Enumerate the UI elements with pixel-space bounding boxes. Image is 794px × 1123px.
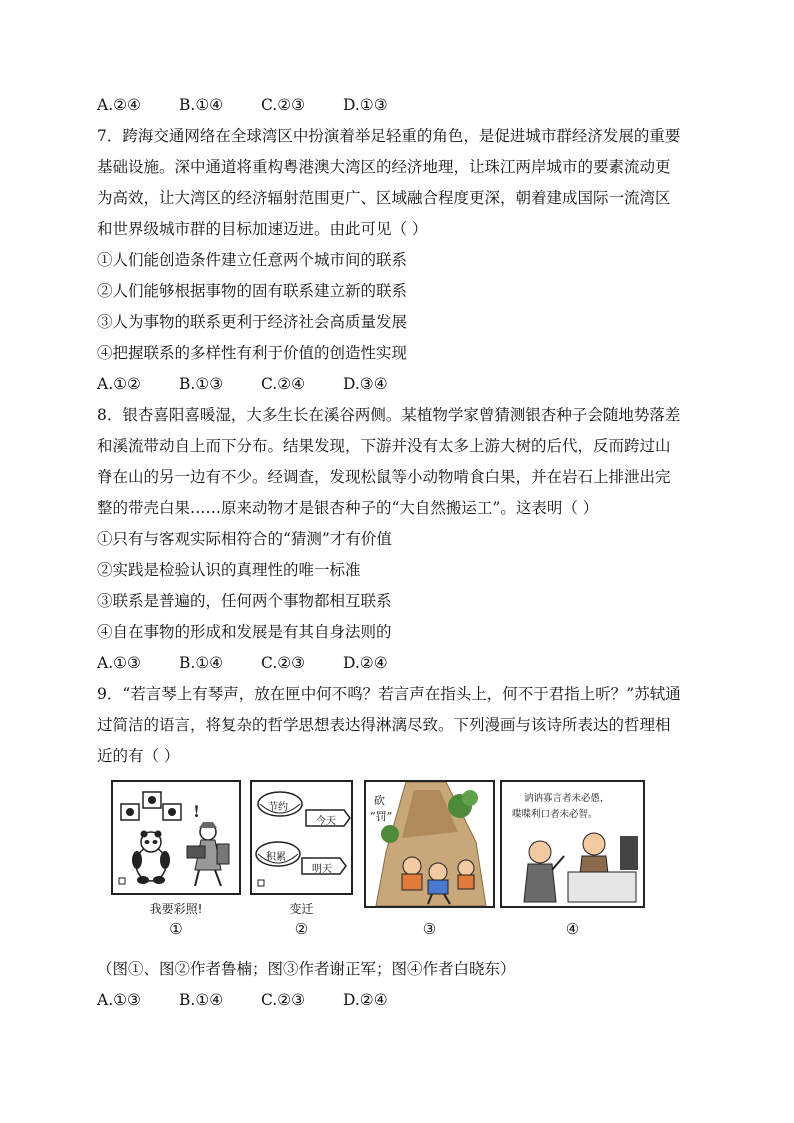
q8-item-3: ③联系是普遍的，任何两个事物都相互联系 xyxy=(97,592,392,610)
q8-option-c[interactable]: C.②③ xyxy=(261,654,306,672)
q6-option-b[interactable]: B.①④ xyxy=(179,96,224,114)
q7-option-a[interactable]: A.①② xyxy=(97,375,141,393)
exam-page xyxy=(97,90,697,1016)
q8-option-a[interactable]: A.①③ xyxy=(97,654,141,672)
svg-text:!: ! xyxy=(193,802,201,821)
cartoon-2-label-jintian: 今天 xyxy=(316,816,336,827)
q7-stem-line: 为高效，让大湾区的经济辐射范围更广、区域融合程度更深，朝着建成国际一流湾区 xyxy=(97,189,671,207)
cartoon-strip xyxy=(97,780,697,950)
cartoon-2-label-jilei: 积累 xyxy=(266,852,286,863)
cartoon-1 xyxy=(111,780,241,938)
q6-option-a[interactable]: A.②④ xyxy=(97,96,141,114)
cartoon-2-drawing xyxy=(252,782,351,893)
q9-option-b[interactable]: B.①④ xyxy=(179,991,224,1009)
cartoon-3-number: ③ xyxy=(422,920,437,938)
q9-stem-line: 过简洁的语言，将复杂的哲学思想表达得淋漓尽致。下列漫画与该诗所表达的哲理相 xyxy=(97,716,671,734)
question-8 xyxy=(97,400,697,679)
cartoon-2-label-jieyue: 节约 xyxy=(268,802,288,813)
q7-item-4: ④把握联系的多样性有利于价值的创造性实现 xyxy=(97,344,408,362)
q8-stem-line: 脊在山的另一边有不少。经调查，发现松鼠等小动物啃食白果，并在岩石上排泄出完 xyxy=(97,468,671,486)
q8-stem-line: 和溪流带动自上而下分布。结果发现，下游并没有太多上游大树的后代，反而跨过山 xyxy=(97,437,671,455)
q8-option-d[interactable]: D.②④ xyxy=(343,654,388,672)
q6-option-d[interactable]: D.①③ xyxy=(343,96,388,114)
cartoon-4-drawing xyxy=(502,782,643,906)
cartoon-3-panel xyxy=(364,780,495,908)
q8-options xyxy=(97,648,697,679)
cartoon-4-panel xyxy=(500,780,645,908)
q8-item-1: ①只有与客观实际相符合的“猜测”才有价值 xyxy=(97,530,392,548)
q6-options xyxy=(97,90,697,121)
cartoon-4-number: ④ xyxy=(565,920,580,938)
q8-stem-line: 8．银杏喜阳喜暖湿，大多生长在溪谷两侧。某植物学家曾猜测银杏种子会随地势落差 xyxy=(97,406,681,424)
q7-stem-line: 和世界级城市群的目标加速迈进。由此可见（ ） xyxy=(97,220,428,238)
cartoon-4 xyxy=(500,780,645,938)
q8-item-2: ②实践是检验认识的真理性的唯一标准 xyxy=(97,561,361,579)
q9-option-a[interactable]: A.①③ xyxy=(97,991,141,1009)
q7-stem-line: 基础设施。深中通道将重构粤港澳大湾区的经济地理，让珠江两岸城市的要素流动更 xyxy=(97,158,671,176)
q7-item-2: ②人们能够根据事物的固有联系建立新的联系 xyxy=(97,282,408,300)
cartoon-1-caption: 我要彩照! xyxy=(149,902,203,916)
q9-stem-line: 近的有（ ） xyxy=(97,747,180,765)
cartoon-1-drawing xyxy=(113,782,239,893)
question-7 xyxy=(97,121,697,400)
cartoon-1-panel xyxy=(111,780,241,895)
q6-option-c[interactable]: C.②③ xyxy=(261,96,306,114)
q7-option-c[interactable]: C.②④ xyxy=(261,375,306,393)
q9-option-c[interactable]: C.②③ xyxy=(261,991,306,1009)
q9-stem-line: 9．“若言琴上有琴声，放在匣中何不鸣？若言声在指头上，何不于君指上听？”苏轼通 xyxy=(97,685,681,703)
cartoon-1-number: ① xyxy=(169,920,183,938)
q7-option-b[interactable]: B.①③ xyxy=(179,375,224,393)
cartoon-2-caption: 变迁 xyxy=(289,902,314,916)
q9-cartoon-credits: （图①、图②作者鲁楠；图③作者谢正军；图④作者白晓东） xyxy=(97,960,516,978)
cartoon-3 xyxy=(364,780,495,938)
cartoon-4-label-line1: 讷讷寡言者未必愚， xyxy=(524,793,610,804)
cartoon-3-drawing xyxy=(366,782,493,906)
q7-item-3: ③人为事物的联系更利于经济社会高质量发展 xyxy=(97,313,408,331)
q8-stem-line: 整的带壳白果……原来动物才是银杏种子的“大自然搬运工”。这表明（ ） xyxy=(97,499,599,517)
q9-options xyxy=(97,985,697,1016)
cartoon-2-panel xyxy=(250,780,353,895)
q9-option-d[interactable]: D.②④ xyxy=(343,991,388,1009)
q8-item-4: ④自在事物的形成和发展是有其自身法则的 xyxy=(97,623,392,641)
cartoon-3-label-kan: 砍 xyxy=(374,794,385,807)
q7-option-d[interactable]: D.③④ xyxy=(343,375,388,393)
cartoon-2-number: ② xyxy=(294,920,309,938)
q7-stem-line: 7．跨海交通网络在全球湾区中扮演着举足轻重的角色，是促进城市群经济发展的重要 xyxy=(97,127,681,145)
q7-options xyxy=(97,369,697,400)
cartoon-3-label-fa: “罚” xyxy=(370,810,393,823)
cartoon-2 xyxy=(250,780,353,938)
q7-item-1: ①人们能创造条件建立任意两个城市间的联系 xyxy=(97,251,408,269)
cartoon-2-label-mingtian: 明天 xyxy=(312,864,332,875)
q8-option-b[interactable]: B.①④ xyxy=(179,654,224,672)
question-9 xyxy=(97,679,697,1016)
cartoon-4-label-line2: 喋喋利口者未必智。 xyxy=(512,809,598,820)
